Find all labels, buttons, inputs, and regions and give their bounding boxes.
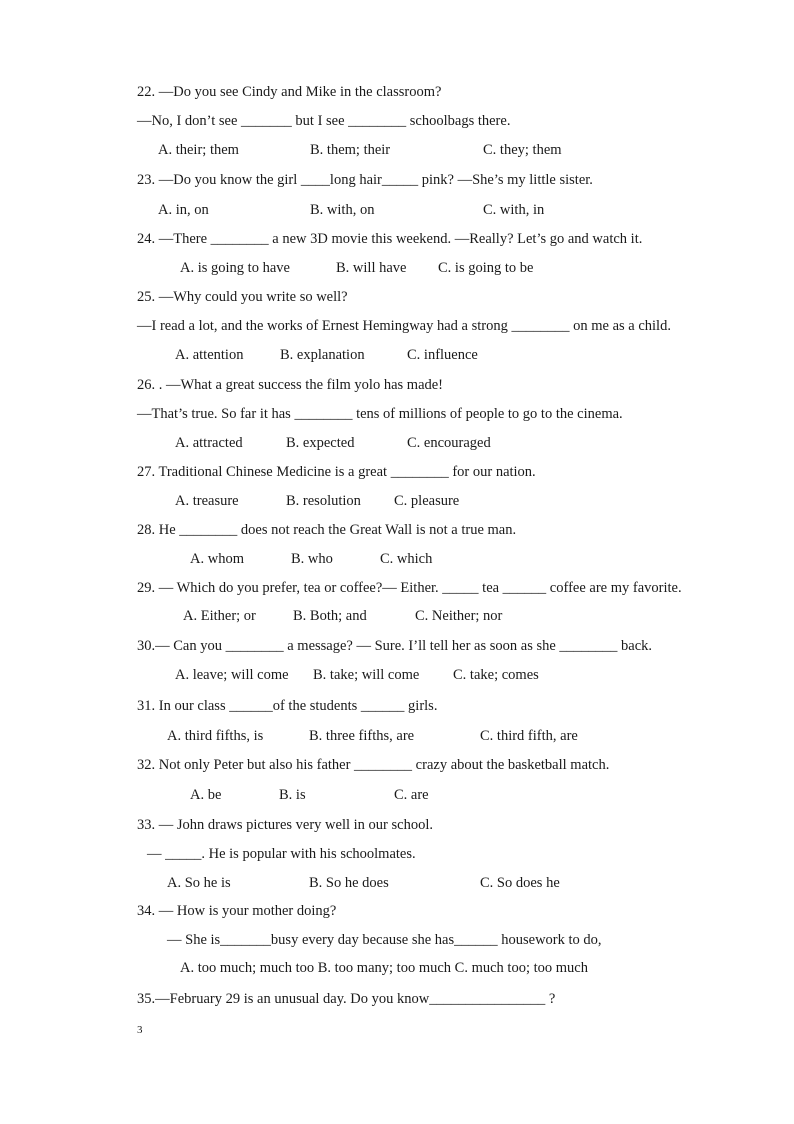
question-23-option-b: B. with, on [310,202,375,218]
question-28-option-c: C. which [380,551,433,567]
question-24-option-b: B. will have [336,260,407,276]
question-27-line-1: 27. Traditional Chinese Medicine is a great ________ for our nation. [137,464,536,480]
question-30-option-a: A. leave; will come [175,667,289,683]
question-32-line-1: 32. Not only Peter but also his father ________ crazy about the basketball match. [137,757,610,773]
question-32-option-c: C. are [394,787,429,803]
question-26-option-b: B. expected [286,435,355,451]
question-26-option-a: A. attracted [175,435,243,451]
question-26-line-2: —That’s true. So far it has ________ tens of millions of people to go to the cinema. [137,406,623,422]
question-25-line-1: 25. —Why could you write so well? [137,289,348,305]
page-number: 3 [137,1024,143,1036]
question-29-option-b: B. Both; and [293,608,367,624]
question-31-option-c: C. third fifth, are [480,728,578,744]
question-25-option-c: C. influence [407,347,478,363]
question-22-line-2: —No, I don’t see _______ but I see ________ schoolbags there. [137,113,511,129]
question-29-option-a: A. Either; or [183,608,256,624]
question-31-option-a: A. third fifths, is [167,728,264,744]
question-25-line-2: —I read a lot, and the works of Ernest Hemingway had a strong ________ on me as a child. [137,318,671,334]
question-23-line-1: 23. —Do you know the girl ____long hair_____ pink? —She’s my little sister. [137,172,593,188]
question-27-option-b: B. resolution [286,493,361,509]
question-29-option-c: C. Neither; nor [415,608,503,624]
question-22-line-1: 22. —Do you see Cindy and Mike in the classroom? [137,84,442,100]
question-31-option-b: B. three fifths, are [309,728,415,744]
question-33-line-2: — _____. He is popular with his schoolmates. [147,846,416,862]
question-30-option-b: B. take; will come [313,667,420,683]
question-33-option-b: B. So he does [309,875,389,891]
question-34-options: A. too much; much too B. too many; too much C. much too; too much [180,960,588,976]
question-33-line-1: 33. — John draws pictures very well in our school. [137,817,433,833]
question-23-option-a: A. in, on [158,202,209,218]
question-29-line-1: 29. — Which do you prefer, tea or coffee?— Either. _____ tea ______ coffee are my favorite. [137,580,682,596]
question-23-option-c: C. with, in [483,202,545,218]
question-32-option-b: B. is [279,787,306,803]
question-32-option-a: A. be [190,787,222,803]
question-28-line-1: 28. He ________ does not reach the Great Wall is not a true man. [137,522,517,538]
question-34-line-2: — She is_______busy every day because she has______ housework to do, [167,932,602,948]
question-22-option-a: A. their; them [158,142,239,158]
question-31-line-1: 31. In our class ______of the students ______ girls. [137,698,438,714]
question-28-option-a: A. whom [190,551,244,567]
question-35-line-1: 35.—February 29 is an unusual day. Do you know________________ ? [137,991,556,1007]
question-25-option-a: A. attention [175,347,244,363]
question-33-option-a: A. So he is [167,875,231,891]
question-28-option-b: B. who [291,551,333,567]
question-30-line-1: 30.— Can you ________ a message? — Sure. I’ll tell her as soon as she ________ back. [137,638,653,654]
question-22-option-b: B. them; their [310,142,391,158]
question-22-option-c: C. they; them [483,142,562,158]
question-24-option-c: C. is going to be [438,260,534,276]
question-26-line-1: 26. . —What a great success the film yolo has made! [137,377,444,393]
question-27-option-c: C. pleasure [394,493,460,509]
question-30-option-c: C. take; comes [453,667,539,683]
question-24-option-a: A. is going to have [180,260,290,276]
question-24-line-1: 24. —There ________ a new 3D movie this weekend. —Really? Let’s go and watch it. [137,231,643,247]
question-27-option-a: A. treasure [175,493,239,509]
question-25-option-b: B. explanation [280,347,365,363]
question-33-option-c: C. So does he [480,875,560,891]
question-26-option-c: C. encouraged [407,435,491,451]
question-34-line-1: 34. — How is your mother doing? [137,903,337,919]
